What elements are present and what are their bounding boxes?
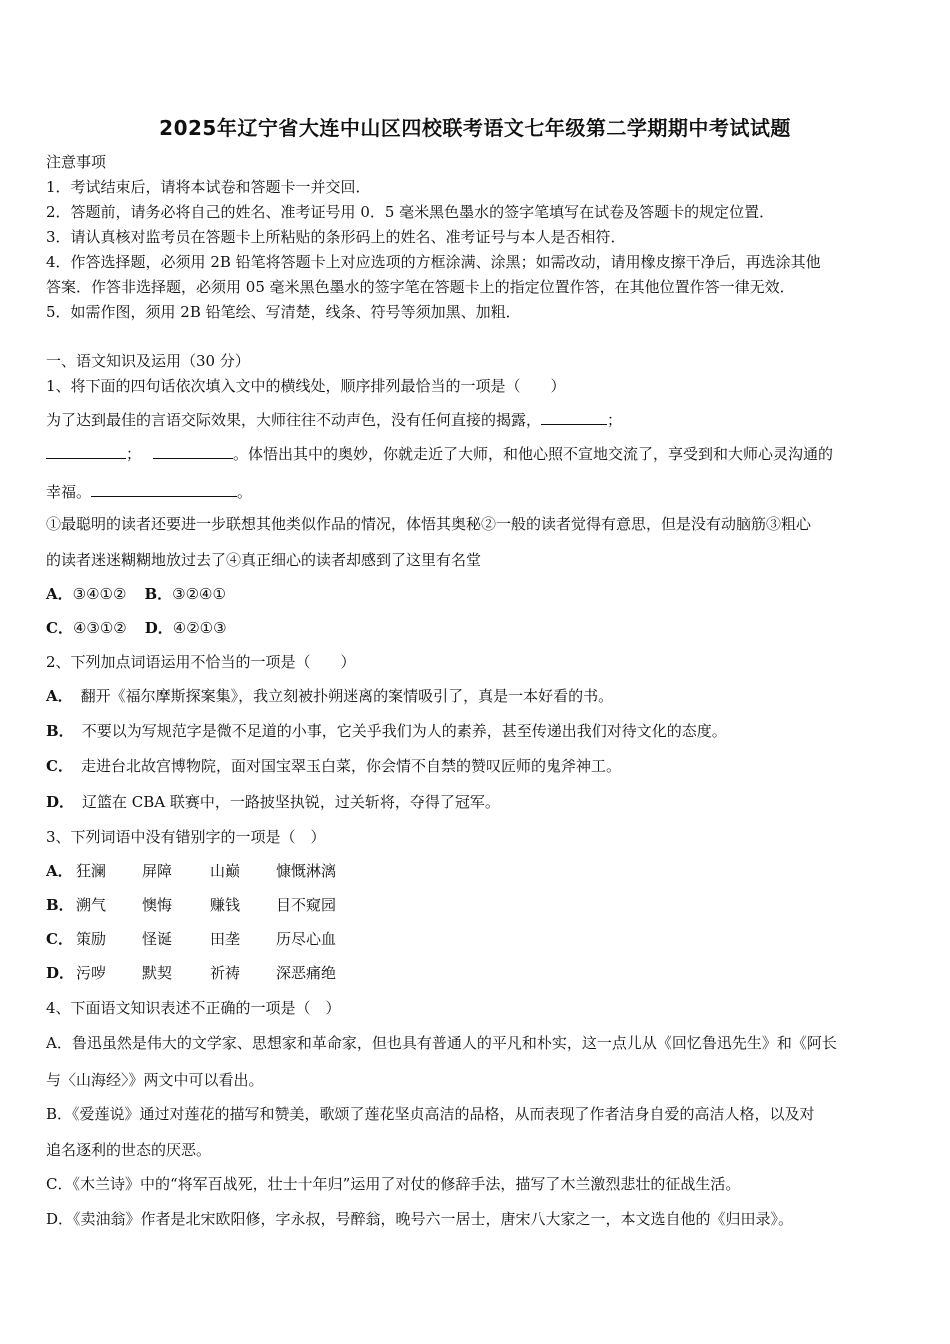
q2-option-c-label: C． <box>46 757 73 775</box>
answer-blank-2 <box>46 444 126 459</box>
q4-option-a-line1: A．鲁迅虽然是伟大的文学家、思想家和革命家，但也具有普通人的平凡和朴实，这一点儿从《回忆鲁迅先生》和《阿长 <box>46 1034 837 1052</box>
answer-blank-4 <box>91 482 237 497</box>
q3-word: 懊悔 <box>142 896 173 914</box>
q1-text3: 幸福。 <box>46 483 92 501</box>
q4-option-b-line1: B．《爱莲说》通过对莲花的描写和赞美，歌颂了莲花坚贞高洁的品格，从而表现了作者洁身自爱的高洁人格，以及对 <box>46 1105 815 1123</box>
q1-option-a: ③④①② <box>72 585 127 603</box>
q1-option-a-label: A． <box>46 585 73 603</box>
q3-word: 田垄 <box>210 930 241 948</box>
notice-item-4-cont: 答案．作答非选择题，必须用 05 毫米黑色墨水的签字笔在答题卡上的指定位置作答，在其他位置作答一律无效． <box>46 278 795 296</box>
page-title: 2025年辽宁省大连中山区四校联考语文七年级第二学期期中考试试题 <box>159 116 791 140</box>
q3-option-d-label: D． <box>46 964 75 982</box>
q3-word: 策励 <box>76 930 107 948</box>
q1-option-d-label: D． <box>144 619 173 637</box>
notice-item-2: 2．答题前，请务必将自己的姓名、准考证号用 0．5 毫米黑色墨水的签字笔填写在试卷及答题卡的规定位置． <box>46 203 775 221</box>
q1-option-b-label: B． <box>144 585 173 603</box>
q3-option-c <box>46 929 336 949</box>
notice-item-3: 3．请认真核对监考员在答题卡上所粘贴的条形码上的姓名、准考证号与本人是否相符． <box>46 228 626 246</box>
q3-option-c-label: C． <box>46 930 73 948</box>
q1-option-b: ③②④① <box>172 585 226 603</box>
q3-stem: 3、下列词语中没有错别字的一项是（ ） <box>46 828 326 846</box>
q2-option-a <box>46 686 613 706</box>
q1-options-cd <box>46 618 227 638</box>
q1-option-d: ④②①③ <box>172 619 227 637</box>
q3-word: 深恶痛绝 <box>276 964 337 982</box>
q1-options-ab <box>46 584 226 604</box>
q3-word: 历尽心血 <box>276 930 337 948</box>
q2-option-a-text: 翻开《福尔摩斯探案集》，我立刻被扑朔迷离的案情吸引了，真是一本好看的书。 <box>80 687 614 705</box>
q3-word: 屏障 <box>142 862 173 880</box>
answer-blank-1 <box>541 410 607 425</box>
q3-word: 狂澜 <box>76 862 107 880</box>
q4-option-b-line2: 追名逐利的世态的厌恶。 <box>46 1141 212 1159</box>
q3-option-a-label: A． <box>46 862 73 880</box>
q1-option-c: ④③①② <box>72 619 127 637</box>
q1-option-c-label: C． <box>46 619 73 637</box>
q1-stem: 1、将下面的四句话依次填入文中的横线处，顺序排列最恰当的一项是（ ） <box>46 377 566 395</box>
q1-sep2: ； <box>126 445 142 463</box>
answer-blank-3 <box>153 444 233 459</box>
q3-word: 溯气 <box>76 896 107 914</box>
q2-option-b <box>46 721 727 741</box>
notice-item-4: 4．作答选择题，必须用 2B 铅笔将答题卡上对应选项的方框涂满、涂黑；如需改动，请用橡皮擦干净后，再选涂其他 <box>46 253 821 271</box>
q3-word: 污哕 <box>76 964 107 982</box>
q4-option-d: D．《卖油翁》作者是北宋欧阳修，字永叔，号醉翁，晚号六一居士，唐宋八大家之一，本文选自他的《归田录》。 <box>46 1210 794 1228</box>
q1-sentences-line2: 的读者迷迷糊糊地放过去了④真正细心的读者却感到了这里有名堂 <box>46 551 482 569</box>
q3-word: 慷慨淋漓 <box>276 862 337 880</box>
q1-sentences-line1: ①最聪明的读者还要进一步联想其他类似作品的情况，体悟其奥秘②一般的读者觉得有意思，但是没有动脑筋③粗心 <box>46 515 812 533</box>
q1-text1: 为了达到最佳的言语交际效果，大师往往不动声色，没有任何直接的揭露， <box>46 411 542 429</box>
q1-text-line3 <box>46 482 252 502</box>
q4-stem: 4、下面语文知识表述不正确的一项是（ ） <box>46 999 341 1017</box>
q2-option-d-label: D． <box>46 793 75 811</box>
q1-end3: 。 <box>237 483 253 501</box>
q3-option-a <box>46 861 336 881</box>
q3-word: 目不窥园 <box>276 896 337 914</box>
q3-word: 怪诞 <box>142 930 173 948</box>
q4-option-c: C．《木兰诗》中的“将军百战死，壮士十年归”运用了对仗的修辞手法，描写了木兰激烈悲壮的征战生活。 <box>46 1175 741 1193</box>
q3-word: 赚钱 <box>210 896 241 914</box>
q2-option-b-label: B． <box>46 722 74 740</box>
q4-option-a-line2: 与〈山海经〉》两文中可以看出。 <box>46 1071 264 1089</box>
notice-item-5: 5．如需作图，须用 2B 铅笔绘、写清楚，线条、符号等须加黑、加粗． <box>46 303 521 321</box>
q2-option-b-text: 不要以为写规范字是微不足道的小事，它关乎我们为人的素养，甚至传递出我们对待文化的态度。 <box>81 722 727 740</box>
q1-text-line2 <box>46 444 833 464</box>
notice-heading: 注意事项 <box>46 153 107 171</box>
q2-option-d-text: 辽篮在 CBA 联赛中，一路披坚执锐，过关斩将，夺得了冠军。 <box>82 793 500 811</box>
q1-sep1: ； <box>607 411 623 429</box>
notice-item-1: 1．考试结束后，请将本试卷和答题卡一并交回． <box>46 178 371 196</box>
q2-option-a-label: A． <box>46 687 73 705</box>
q2-option-c-text: 走进台北故宫博物院，面对国宝翠玉白菜，你会情不自禁的赞叹匠师的鬼斧神工。 <box>80 757 621 775</box>
q2-option-c <box>46 756 621 776</box>
q3-word: 默契 <box>142 964 173 982</box>
q3-option-d <box>46 963 336 983</box>
q1-text2: 。体悟出其中的奥妙，你就走近了大师，和他心照不宣地交流了，享受到和大师心灵沟通的 <box>233 445 834 463</box>
q3-word: 祈祷 <box>210 964 241 982</box>
q3-option-b-label: B． <box>46 896 74 914</box>
q3-option-b <box>46 895 336 915</box>
q1-text-line1 <box>46 410 622 430</box>
q2-stem: 2、下列加点词语运用不恰当的一项是（ ） <box>46 653 356 671</box>
section-heading: 一、语文知识及运用（30 分） <box>46 352 250 370</box>
q3-word: 山巅 <box>210 862 241 880</box>
q2-option-d <box>46 792 500 812</box>
